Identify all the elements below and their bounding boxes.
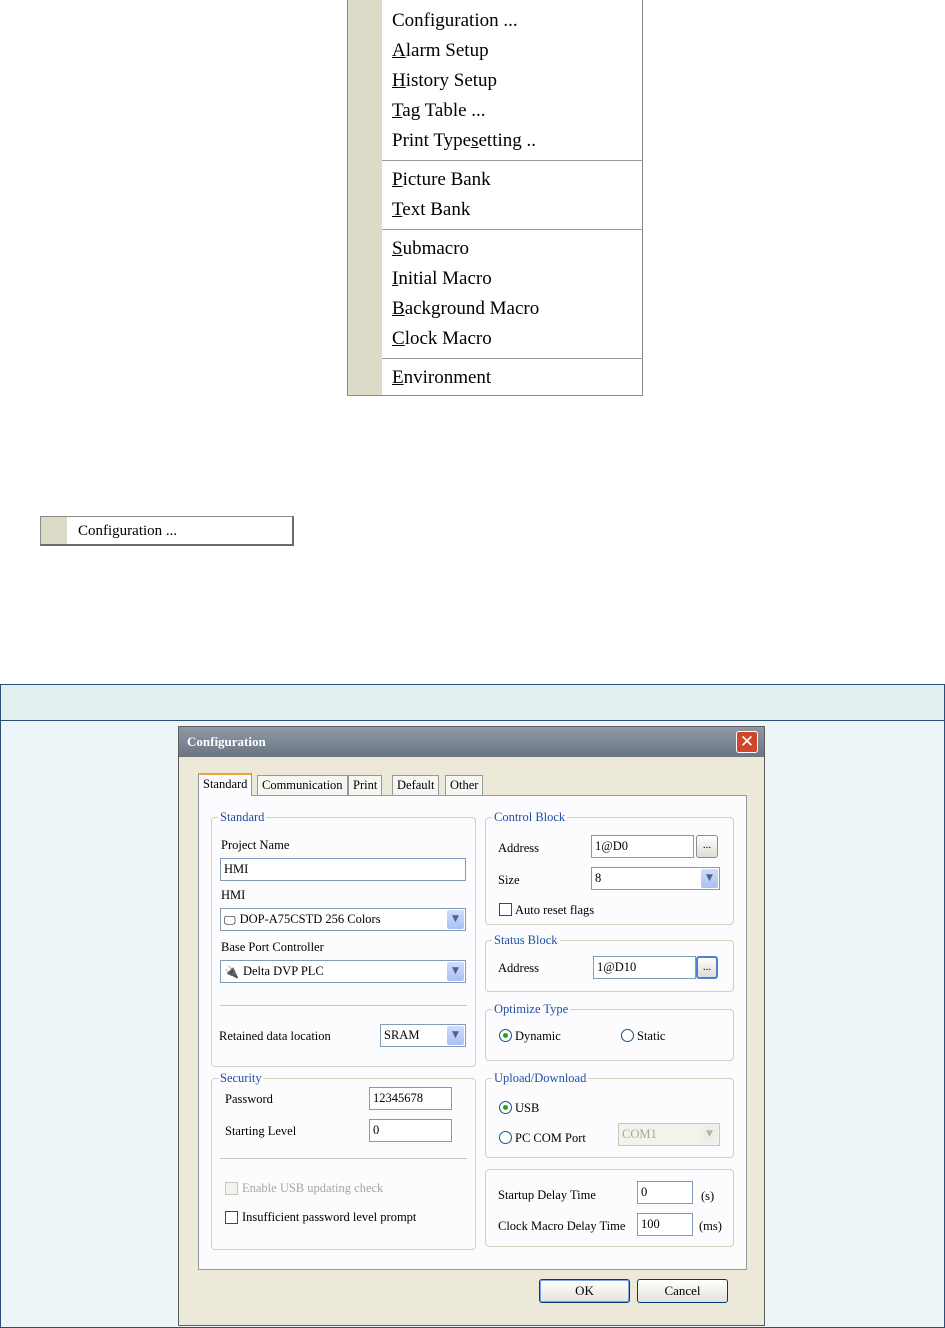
size-select[interactable]	[591, 867, 720, 890]
configuration-dialog	[178, 726, 765, 1326]
com-port-select[interactable]	[618, 1123, 720, 1146]
divider	[220, 1158, 467, 1159]
menu-icon-gutter	[348, 0, 382, 395]
usb-radio[interactable]	[499, 1101, 512, 1114]
menu-item-text: etting ..	[478, 130, 537, 151]
menu-icon-gutter	[41, 517, 67, 544]
tab-standard[interactable]: Standard	[198, 773, 252, 796]
menu-item-mnemonic: T	[392, 100, 403, 121]
close-icon[interactable]: ✕	[736, 731, 758, 753]
tab-default[interactable]: Default	[392, 775, 439, 795]
menu-item-mnemonic: B	[392, 298, 405, 319]
usb-update-check-checkbox[interactable]	[225, 1182, 238, 1195]
menu-item[interactable]	[382, 6, 642, 36]
status-block-group	[485, 933, 734, 992]
menu-item[interactable]	[382, 324, 642, 354]
figure-frame-header	[1, 685, 944, 721]
startup-delay-unit: (s)	[701, 1189, 715, 1203]
hmi-select[interactable]	[220, 908, 466, 931]
base-port-label: Base Port Controller	[221, 940, 324, 954]
menu-item[interactable]	[382, 264, 642, 294]
menu-item[interactable]	[382, 36, 642, 66]
starting-level-input[interactable]: 0	[369, 1119, 452, 1142]
menu-item-mnemonic: I	[392, 268, 399, 289]
status-address-label: Address	[498, 961, 539, 975]
clock-macro-delay-unit: (ms)	[699, 1219, 722, 1233]
menu-separator	[382, 229, 642, 230]
status-address-browse-button[interactable]: ...	[696, 956, 718, 979]
menu-item[interactable]	[382, 126, 642, 156]
menu-item[interactable]	[382, 195, 642, 225]
optimize-type-group	[485, 1002, 734, 1061]
base-port-select-value: Delta DVP PLC	[242, 964, 324, 978]
insufficient-password-checkbox[interactable]	[225, 1211, 238, 1224]
chevron-down-icon[interactable]: ▼	[447, 1026, 464, 1045]
pc-com-port-radio[interactable]	[499, 1131, 512, 1144]
menu-item[interactable]	[382, 96, 642, 126]
auto-reset-label: Auto reset flags	[515, 903, 595, 917]
menu-item-mnemonic: T	[392, 199, 403, 220]
menu-item[interactable]	[382, 363, 642, 393]
ok-button[interactable]: OK	[539, 1279, 630, 1303]
cancel-button[interactable]: Cancel	[637, 1279, 728, 1303]
security-group-title: Security	[220, 1071, 262, 1085]
clock-macro-delay-input[interactable]: 100	[637, 1213, 693, 1236]
menu-item-mnemonic: C	[392, 328, 405, 349]
menu-item-mnemonic: E	[392, 367, 404, 388]
menu-item-text: nvironment	[403, 367, 492, 388]
chevron-down-icon[interactable]: ▼	[447, 910, 464, 929]
radio-selected-dot	[503, 1033, 508, 1038]
dialog-title: Configuration	[187, 734, 266, 749]
status-block-title: Status Block	[494, 933, 558, 947]
control-address-label: Address	[498, 841, 539, 855]
standard-group	[211, 810, 476, 1067]
upload-download-title: Upload/Download	[494, 1071, 587, 1085]
size-value: 8	[595, 871, 602, 885]
clock-macro-delay-label: Clock Macro Delay Time	[498, 1219, 626, 1233]
pc-com-port-label: PC COM Port	[515, 1131, 586, 1145]
control-address-input[interactable]: 1@D0	[591, 835, 694, 858]
password-input[interactable]: 12345678	[369, 1087, 452, 1110]
control-block-group	[485, 810, 734, 925]
status-address-input[interactable]: 1@D10	[593, 956, 696, 979]
control-address-browse-button[interactable]: ...	[696, 835, 718, 858]
menu-item-text: larm Setup	[405, 40, 489, 61]
plc-cable-icon: 🔌	[224, 964, 239, 979]
dynamic-radio[interactable]	[499, 1029, 512, 1042]
menu-item-mnemonic: H	[392, 70, 406, 91]
auto-reset-checkbox[interactable]	[499, 903, 512, 916]
base-port-select[interactable]	[220, 960, 466, 983]
size-label: Size	[498, 873, 520, 887]
menu-item[interactable]	[382, 294, 642, 324]
monitor-icon: 🖵	[224, 912, 236, 927]
dialog-title-bar[interactable]	[179, 727, 764, 757]
hmi-select-value: DOP-A75CSTD 256 Colors	[239, 912, 381, 926]
menu-separator	[382, 358, 642, 359]
upload-download-group	[485, 1071, 734, 1158]
insufficient-password-label: Insufficient password level prompt	[242, 1210, 417, 1224]
chevron-down-icon[interactable]: ▼	[701, 1125, 718, 1144]
menu-item-text: Configuration ...	[392, 10, 518, 31]
retained-data-value: SRAM	[384, 1028, 420, 1042]
menu-item-mnemonic: s	[471, 130, 479, 151]
configuration-menu-item-callout[interactable]	[40, 516, 294, 546]
delay-times-group	[485, 1169, 734, 1247]
menu-item-text: icture Bank	[402, 169, 491, 190]
menu-item-text: ubmacro	[402, 238, 470, 259]
tab-print[interactable]: Print	[348, 775, 382, 795]
menu-item-text: ext Bank	[402, 199, 471, 220]
usb-label: USB	[515, 1101, 540, 1115]
menu-separator	[382, 160, 642, 161]
menu-item[interactable]	[382, 234, 642, 264]
com-port-value: COM1	[622, 1127, 657, 1141]
menu-item-mnemonic: S	[392, 238, 403, 259]
retained-data-select[interactable]	[380, 1024, 466, 1047]
menu-item-text: ackground Macro	[404, 298, 540, 319]
starting-level-label: Starting Level	[225, 1124, 297, 1138]
menu-item[interactable]	[382, 66, 642, 96]
menu-item-text: istory Setup	[405, 70, 498, 91]
menu-items	[382, 0, 642, 393]
menu-item-text: ag Table ...	[402, 100, 486, 121]
configuration-menu-item-label: Configuration ...	[78, 523, 178, 539]
standard-group-title: Standard	[220, 810, 265, 824]
menu-item-text: lock Macro	[404, 328, 492, 349]
menu-item-text: Print Type	[392, 130, 472, 151]
menu-item-mnemonic: A	[392, 40, 406, 61]
static-label: Static	[637, 1029, 666, 1043]
startup-delay-label: Startup Delay Time	[498, 1188, 596, 1202]
tab-communication[interactable]: Communication	[257, 775, 348, 795]
project-name-input[interactable]: HMI	[220, 858, 466, 881]
security-group	[211, 1071, 476, 1250]
retained-data-label: Retained data location	[219, 1029, 331, 1043]
project-name-label: Project Name	[221, 838, 290, 852]
optimize-type-title: Optimize Type	[494, 1002, 569, 1016]
menu-item-mnemonic: P	[392, 169, 403, 190]
usb-update-check-label: Enable USB updating check	[242, 1181, 384, 1195]
standard-tab-page	[198, 795, 747, 1270]
password-label: Password	[225, 1092, 273, 1106]
tab-other[interactable]: Other	[445, 775, 483, 795]
chevron-down-icon[interactable]: ▼	[701, 869, 718, 888]
chevron-down-icon[interactable]: ▼	[447, 962, 464, 981]
menu-item-text: nitial Macro	[398, 268, 492, 289]
startup-delay-input[interactable]: 0	[637, 1181, 693, 1204]
static-radio[interactable]	[621, 1029, 634, 1042]
dynamic-label: Dynamic	[515, 1029, 561, 1043]
radio-selected-dot	[503, 1105, 508, 1110]
divider	[220, 1005, 467, 1006]
tools-context-menu	[347, 0, 643, 396]
menu-item[interactable]	[382, 165, 642, 195]
control-block-title: Control Block	[494, 810, 566, 824]
hmi-label: HMI	[221, 888, 246, 902]
